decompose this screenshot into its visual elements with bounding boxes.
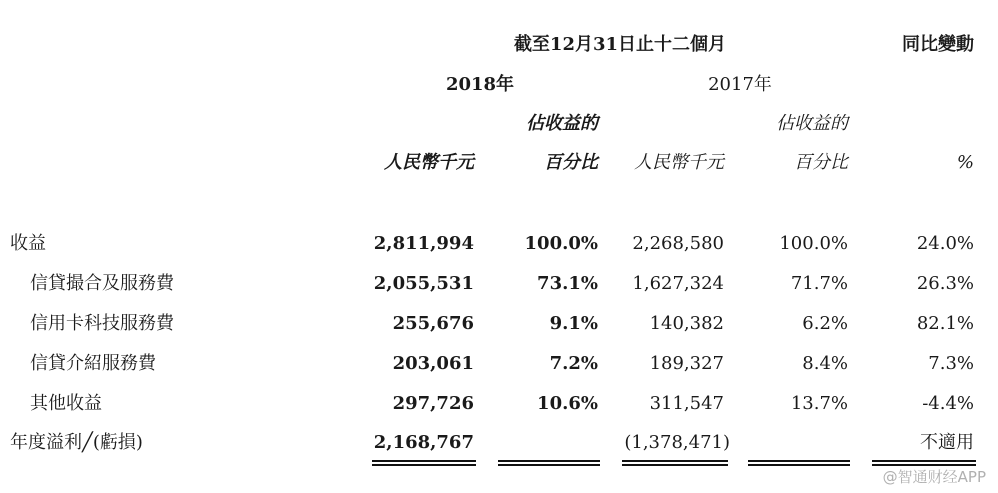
pct-2018-header-bottom: 百分比 xyxy=(544,152,598,173)
value-2017: 311,547 xyxy=(649,393,724,414)
pct-2017: 13.7% xyxy=(790,393,848,414)
period-header: 截至12月31日止十二個月 xyxy=(513,34,727,55)
rmb-2017-header: 人民幣千元 xyxy=(634,152,724,173)
total-double-underline xyxy=(498,460,600,466)
row-label: 信用卡科技服務費 xyxy=(30,313,174,334)
value-2017: 140,382 xyxy=(649,313,724,334)
yoy-change: 24.0% xyxy=(916,233,974,254)
pct-2017-header-bottom: 百分比 xyxy=(794,152,848,173)
row-label: 其他收益 xyxy=(30,393,102,414)
change-unit-header: % xyxy=(956,152,974,173)
year-2017-header: 2017年 xyxy=(708,74,772,95)
value-2017: 1,627,324 xyxy=(632,273,724,294)
value-2018: 2,811,994 xyxy=(373,233,474,254)
row-label: 收益 xyxy=(10,233,46,254)
total-double-underline xyxy=(372,460,476,466)
total-double-underline xyxy=(748,460,850,466)
rmb-2018-header: 人民幣千元 xyxy=(384,152,474,173)
yoy-change: 82.1% xyxy=(916,313,974,334)
pct-2018: 10.6% xyxy=(537,393,598,414)
yoy-change: 不適用 xyxy=(920,432,974,453)
value-2017: (1,378,471) xyxy=(624,432,730,453)
value-2018: 203,061 xyxy=(392,353,474,374)
pct-2017: 71.7% xyxy=(790,273,848,294)
row-label: 年度溢利╱(虧損) xyxy=(10,432,143,453)
year-2018-header: 2018年 xyxy=(445,74,515,95)
value-2018: 2,168,767 xyxy=(373,432,474,453)
pct-2017: 6.2% xyxy=(802,313,848,334)
value-2018: 2,055,531 xyxy=(373,273,474,294)
value-2018: 255,676 xyxy=(392,313,474,334)
value-2017: 2,268,580 xyxy=(632,233,724,254)
row-label: 信貸介紹服務費 xyxy=(30,353,156,374)
pct-2017: 100.0% xyxy=(779,233,848,254)
total-double-underline xyxy=(622,460,728,466)
pct-2018-header-top: 佔收益的 xyxy=(526,113,598,134)
pct-2018: 9.1% xyxy=(549,313,598,334)
pct-2018: 7.2% xyxy=(549,353,598,374)
yoy-change: -4.4% xyxy=(922,393,974,414)
watermark: @智通财经APP xyxy=(882,468,986,486)
pct-2018: 73.1% xyxy=(537,273,598,294)
change-header: 同比變動 xyxy=(902,34,974,55)
value-2018: 297,726 xyxy=(392,393,474,414)
pct-2018: 100.0% xyxy=(524,233,598,254)
yoy-change: 26.3% xyxy=(916,273,974,294)
yoy-change: 7.3% xyxy=(928,353,974,374)
value-2017: 189,327 xyxy=(649,353,724,374)
pct-2017-header-top: 佔收益的 xyxy=(776,113,848,134)
row-label: 信貸撮合及服務費 xyxy=(30,273,174,294)
pct-2017: 8.4% xyxy=(802,353,848,374)
